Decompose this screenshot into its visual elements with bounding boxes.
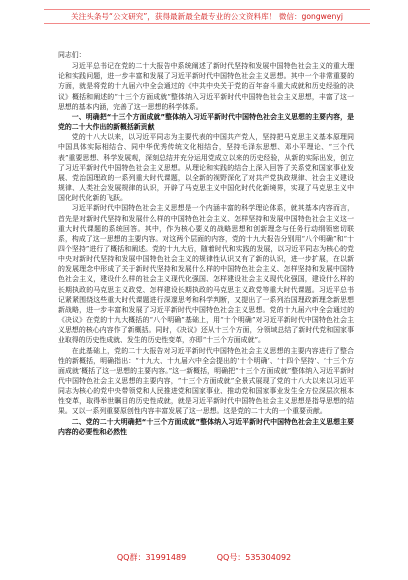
paragraph-2: 党的十八大以来，以习近平同志为主要代表的中国共产党人，坚持把马克思主义基本原理同中国具体实际相结合、同中华优秀传统文化相结合，坚持毛泽东思想、邓小平理论、“三个代表”重要思想、科学发展观，深刻总结并充分运用党成立以来的历史经验，从新的实际出发，创立了习近平新时代中国特色社会主义思想。从理论和实践的结合上深入回答了关系党和国家事业发展、党治国理政的一系列重大时代课题，以全新的视野深化了对共产党执政规律、社会主义建设规律、人类社会发展规律的认识，开辟了马克思主义中国化时代化新境界，实现了马克思主义中国化时代化新的飞跃。 xyxy=(58,133,354,203)
paragraph-3: 习近平新时代中国特色社会主义思想是一个内涵丰富的科学理论体系，就其基本内容而言，首先是对新时代坚持和发展什么样的中国特色社会主义、怎样坚持和发展中国特色社会主义这一重大时代课题的系统回答。其中，作为核心要义的战略思想和创新理念与任务行动纲领密切联系，构成了这一思想的主要内容。对这两个层面的内容，党的十九大报告分别用“八个明确”和“十四个坚持”进行了概括和阐述。党的十九大后，随着时代和实践的发展，以习近平同志为核心的党中央对新时代坚持和发展中国特色社会主义的规律性认识又有了新的认识，进一步扩展，在以新的发展理念中形成了关于新时代坚持和发展什么样的中国特色社会主义、怎样坚持和发展中国特色社会主义，建设什么样的社会主义现代化强国、怎样建设社会主义现代化强国，建设什么样的长期执政的马克思主义政党、怎样建设长期执政的马克思主义政党等重大时代课题。习近平总书记紧紧围绕这些重大时代课题进行深邃思考和科学判断，又提出了一系列治国理政新理念新思想新战略，进一步丰富和发展了习近平新时代中国特色社会主义思想。党的十九届六中全会通过的《决议》在党的十九大概括的“八个明确”基础上，用“十个明确”对习近平新时代中国特色社会主义思想的核心内容作了新概括。同时，《决议》还从十三个方面，分领域总结了新时代党和国家事业取得的历史性成就、发生的历史性变革，亦即“十三个方面成就”。 xyxy=(58,204,354,345)
paragraph-4: 在此基础上，党的二十大报告对习近平新时代中国特色社会主义思想的主要内容进行了整合性的新概括，明确指出：“十九大、十九届六中全会提出的‘十个明确’、‘十四个坚持’、‘十三个方面成就’概括了这一思想的主要内容。”这一新概括，明确把“十三个方面成就”整体纳入习近平新时代中国特色社会主义思想的主要内容，“十三个方面成就”全景式展现了党的十八大以来以习近平同志为核心的党中央带领党和人民推进党和国家事业、推动党和国家事业发生全方位深层次根本性变革，取得举世瞩目的历史性成就，就是习近平新时代中国特色社会主义思想是指导思想的结果。又以一系列重要原创性内容丰富发展了这一思想。这是党的二十大的一个重要贡献。 xyxy=(58,346,354,416)
footer-qq-id: QQ号：535304092 xyxy=(216,553,292,562)
paragraph-1: 习近平总书记在党的二十大报告中系统阐述了新时代坚持和发展中国特色社会主义的重大理论和实践问题，进一步丰富和发展了习近平新时代中国特色社会主义思想。其中一个非常重要的方面，就是将党的十九届六中全会通过的《中共中央关于党的百年奋斗重大成就和历史经验的决议》概括和阐述的“十三个方面成就”整体纳入习近平新时代中国特色社会主义思想，丰富了这一思想的基本内涵，完善了这一思想的科学体系。 xyxy=(58,62,354,111)
section-heading-1: 一、明确把“十三个方面成就”整体纳入习近平新时代中国特色社会主义思想的主要内容，是党的二十大作出的新概括新贡献 xyxy=(58,112,354,132)
footer-qq-group: QQ群：31991489 xyxy=(116,553,187,562)
greeting: 同志们： xyxy=(58,51,86,59)
section-heading-2: 二、党的二十大明确把“十三个方面成就”整体纳入习近平新时代中国特色社会主义思想主要内容的必要性和必然性 xyxy=(58,417,354,436)
document-body xyxy=(58,50,354,437)
footer-contact xyxy=(0,551,408,565)
header-banner: 关注头条号“公文研究”，获得最新最全最专业的公文资料库！ 微信：gongwenyj xyxy=(44,9,370,24)
